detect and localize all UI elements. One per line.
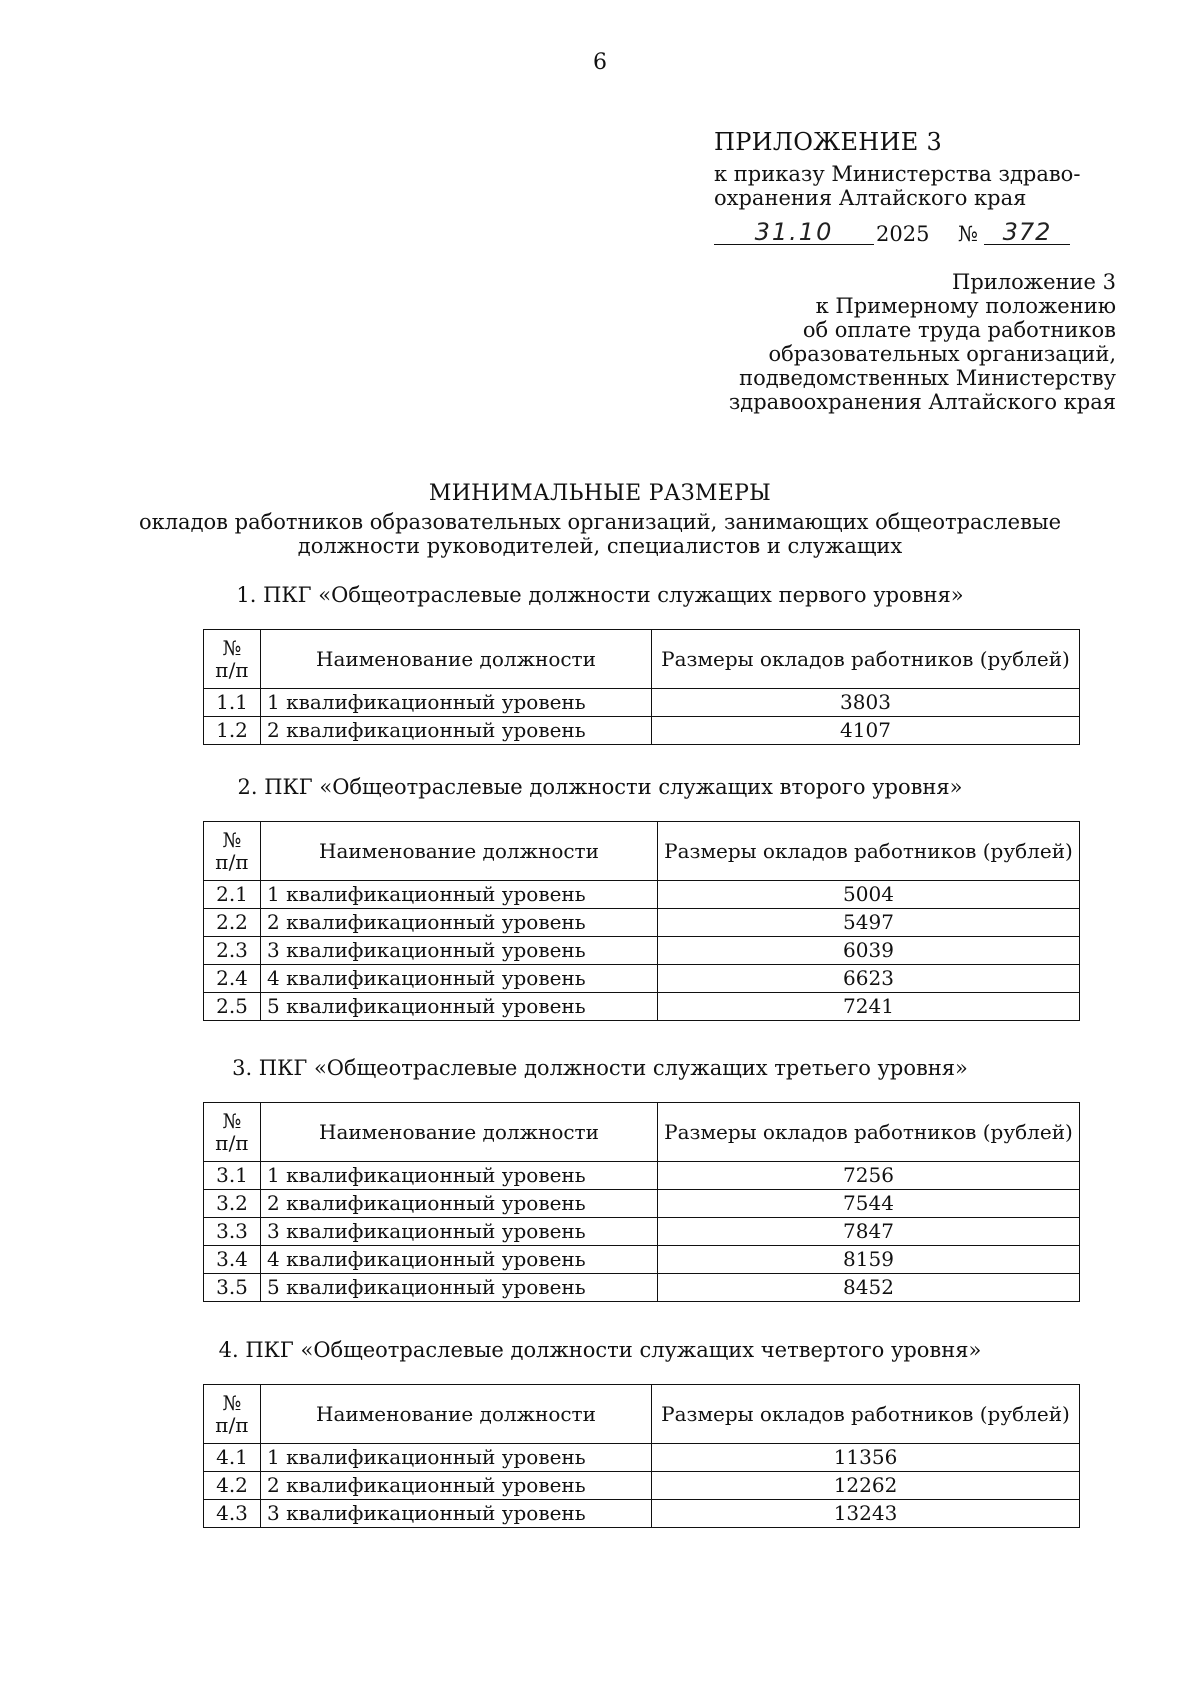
- annex-line: подведомственных Министерству: [739, 366, 1116, 390]
- row-name: 1 квалификационный уровень: [261, 689, 652, 717]
- handwritten-order-number: 372: [984, 218, 1070, 245]
- row-num: 3.1: [204, 1162, 261, 1190]
- annex-line: об оплате труда работников: [802, 318, 1116, 342]
- table-row: [204, 1274, 1080, 1302]
- row-value: 5004: [658, 881, 1080, 909]
- row-name: 4 квалификационный уровень: [261, 965, 658, 993]
- header-num: № п/п: [204, 630, 261, 689]
- annex-line: к Примерному положению: [815, 294, 1116, 318]
- annex-line: Приложение 3: [952, 270, 1116, 294]
- header-num: № п/п: [204, 1385, 261, 1444]
- row-value: 12262: [652, 1472, 1080, 1500]
- section-title-3: 3. ПКГ «Общеотраслевые должности служащих третьего уровня»: [232, 1056, 968, 1080]
- row-value: 7256: [658, 1162, 1080, 1190]
- row-value: 4107: [652, 717, 1080, 745]
- header-value: Размеры окладов работников (рублей): [652, 630, 1080, 689]
- row-num: 3.4: [204, 1246, 261, 1274]
- row-name: 2 квалификационный уровень: [261, 1190, 658, 1218]
- annex-reference: [596, 270, 1116, 414]
- row-name: 5 квалификационный уровень: [261, 993, 658, 1021]
- header-value: Размеры окладов работников (рублей): [658, 822, 1080, 881]
- section-title-4: 4. ПКГ «Общеотраслевые должности служащих четвертого уровня»: [218, 1338, 982, 1362]
- table-header-row: [204, 1385, 1080, 1444]
- table-row: [204, 909, 1080, 937]
- row-name: 5 квалификационный уровень: [261, 1274, 658, 1302]
- row-value: 8159: [658, 1246, 1080, 1274]
- table-row: [204, 717, 1080, 745]
- table-row: [204, 1444, 1080, 1472]
- order-details: [714, 214, 1134, 248]
- row-value: 8452: [658, 1274, 1080, 1302]
- table-row: [204, 1246, 1080, 1274]
- row-name: 3 квалификационный уровень: [261, 1218, 658, 1246]
- table-row: [204, 1472, 1080, 1500]
- row-value: 6623: [658, 965, 1080, 993]
- section-title-2: 2. ПКГ «Общеотраслевые должности служащих второго уровня»: [237, 775, 963, 799]
- annex-line: здравоохранения Алтайского края: [728, 390, 1116, 414]
- page-number: 6: [593, 50, 607, 75]
- row-name: 1 квалификационный уровень: [261, 1444, 652, 1472]
- row-value: 11356: [652, 1444, 1080, 1472]
- row-name: 1 квалификационный уровень: [261, 881, 658, 909]
- order-number-label: №: [958, 222, 978, 246]
- row-num: 3.3: [204, 1218, 261, 1246]
- table-row: [204, 1218, 1080, 1246]
- row-name: 2 квалификационный уровень: [261, 909, 658, 937]
- header-value: Размеры окладов работников (рублей): [652, 1385, 1080, 1444]
- row-num: 3.5: [204, 1274, 261, 1302]
- row-value: 7241: [658, 993, 1080, 1021]
- table-row: [204, 881, 1080, 909]
- row-value: 5497: [658, 909, 1080, 937]
- attachment-block: [714, 128, 1134, 248]
- title-sub-1: окладов работников образовательных организаций, занимающих общеотраслевые: [138, 510, 1062, 534]
- attachment-line-1: к приказу Министерства здраво-: [714, 162, 1081, 186]
- row-num: 1.2: [204, 717, 261, 745]
- table-header-row: [204, 822, 1080, 881]
- header-name: Наименование должности: [261, 630, 652, 689]
- salary-table-2: [203, 821, 1080, 1021]
- row-num: 4.1: [204, 1444, 261, 1472]
- header-value: Размеры окладов работников (рублей): [658, 1103, 1080, 1162]
- row-num: 2.5: [204, 993, 261, 1021]
- row-num: 4.2: [204, 1472, 261, 1500]
- row-value: 3803: [652, 689, 1080, 717]
- table-row: [204, 1162, 1080, 1190]
- table-header-row: [204, 630, 1080, 689]
- row-name: 1 квалификационный уровень: [261, 1162, 658, 1190]
- title-sub-2: должности руководителей, специалистов и служащих: [297, 534, 903, 558]
- section-title-1: 1. ПКГ «Общеотраслевые должности служащих первого уровня»: [236, 583, 964, 607]
- header-name: Наименование должности: [261, 1385, 652, 1444]
- table-header-row: [204, 1103, 1080, 1162]
- attachment-line-2: охранения Алтайского края: [714, 186, 1027, 210]
- attachment-heading: ПРИЛОЖЕНИЕ 3: [714, 128, 943, 156]
- row-value: 13243: [652, 1500, 1080, 1528]
- row-value: 6039: [658, 937, 1080, 965]
- table-row: [204, 689, 1080, 717]
- document-title: [0, 481, 1200, 558]
- header-num: № п/п: [204, 1103, 261, 1162]
- row-name: 4 квалификационный уровень: [261, 1246, 658, 1274]
- order-year: 2025: [876, 222, 930, 246]
- row-num: 2.3: [204, 937, 261, 965]
- salary-table-4: [203, 1384, 1080, 1528]
- salary-table-3: [203, 1102, 1080, 1302]
- row-name: 3 квалификационный уровень: [261, 937, 658, 965]
- table-row: [204, 1190, 1080, 1218]
- annex-line: образовательных организаций,: [768, 342, 1116, 366]
- title-main: МИНИМАЛЬНЫЕ РАЗМЕРЫ: [428, 481, 772, 506]
- row-num: 2.4: [204, 965, 261, 993]
- row-name: 2 квалификационный уровень: [261, 717, 652, 745]
- table-row: [204, 993, 1080, 1021]
- header-name: Наименование должности: [261, 822, 658, 881]
- row-num: 2.2: [204, 909, 261, 937]
- row-value: 7544: [658, 1190, 1080, 1218]
- salary-table-1: [203, 629, 1080, 745]
- row-name: 3 квалификационный уровень: [261, 1500, 652, 1528]
- header-num: № п/п: [204, 822, 261, 881]
- row-value: 7847: [658, 1218, 1080, 1246]
- row-num: 4.3: [204, 1500, 261, 1528]
- table-row: [204, 1500, 1080, 1528]
- header-name: Наименование должности: [261, 1103, 658, 1162]
- table-row: [204, 937, 1080, 965]
- row-num: 3.2: [204, 1190, 261, 1218]
- row-num: 1.1: [204, 689, 261, 717]
- row-name: 2 квалификационный уровень: [261, 1472, 652, 1500]
- handwritten-date: 31.10: [714, 218, 874, 245]
- table-row: [204, 965, 1080, 993]
- row-num: 2.1: [204, 881, 261, 909]
